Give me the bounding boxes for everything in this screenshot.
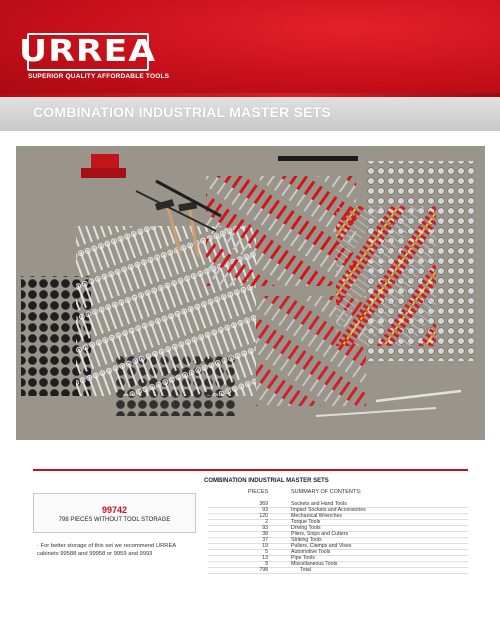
row-qty: 38 xyxy=(262,531,268,537)
row-desc: Torque Tools xyxy=(291,519,321,525)
table-title: COMBINATION INDUSTRIAL MASTER SETS xyxy=(204,478,329,484)
row-qty: 798 xyxy=(259,567,268,573)
row-desc: Sockets and Hand Tools xyxy=(291,501,347,507)
row-desc: Striking Tools xyxy=(291,537,322,543)
table-row-total xyxy=(208,568,468,574)
row-desc: Pliers, Snips and Cutters xyxy=(291,531,349,537)
row-qty: 120 xyxy=(259,513,268,519)
set-description: 798 PIECES WITHOUT TOOL STORAGE xyxy=(58,517,171,523)
row-qty: 5 xyxy=(265,549,268,555)
row-qty: 19 xyxy=(262,543,268,549)
tagline: SUPERIOR QUALITY AFFORDABLE TOOLS xyxy=(28,73,170,80)
tools-photo xyxy=(16,146,485,440)
row-desc: Pipe Tools xyxy=(291,555,315,561)
urrea-logo xyxy=(19,33,157,71)
row-desc: Automotive Tools xyxy=(291,549,331,555)
tools-photo-illustration xyxy=(16,146,485,440)
row-qty: 93 xyxy=(262,525,268,531)
row-qty: 9 xyxy=(265,561,268,567)
row-desc: Miscellaneous Tools xyxy=(291,561,338,567)
row-desc: Impact Sockets and Accessories xyxy=(291,507,366,513)
pieces-column-header: PIECES xyxy=(248,489,269,495)
row-desc: Pullers, Clamps and Vises xyxy=(291,543,352,549)
row-qty: 369 xyxy=(259,501,268,507)
row-qty: 2 xyxy=(265,519,268,525)
table-top-rule xyxy=(33,469,468,471)
title-stripe xyxy=(0,93,500,97)
row-desc: Total xyxy=(300,567,311,573)
page-title: COMBINATION INDUSTRIAL MASTER SETS xyxy=(33,104,331,120)
row-desc: Mechanical Wrenches xyxy=(291,513,342,519)
row-desc: Driving Tools xyxy=(291,525,321,531)
logo-text: URREA xyxy=(19,34,157,69)
set-number: 99742 xyxy=(101,505,128,515)
summary-column-header: SUMMARY OF CONTENTS: xyxy=(291,489,362,495)
storage-note: · For better storage of this set we recommend URREA cabinets 99588 and 99958 or 9959 and 9993 xyxy=(37,543,176,557)
row-qty: 93 xyxy=(262,507,268,513)
header-banner xyxy=(0,0,500,93)
row-qty: 37 xyxy=(262,537,268,543)
row-qty: 13 xyxy=(262,555,268,561)
